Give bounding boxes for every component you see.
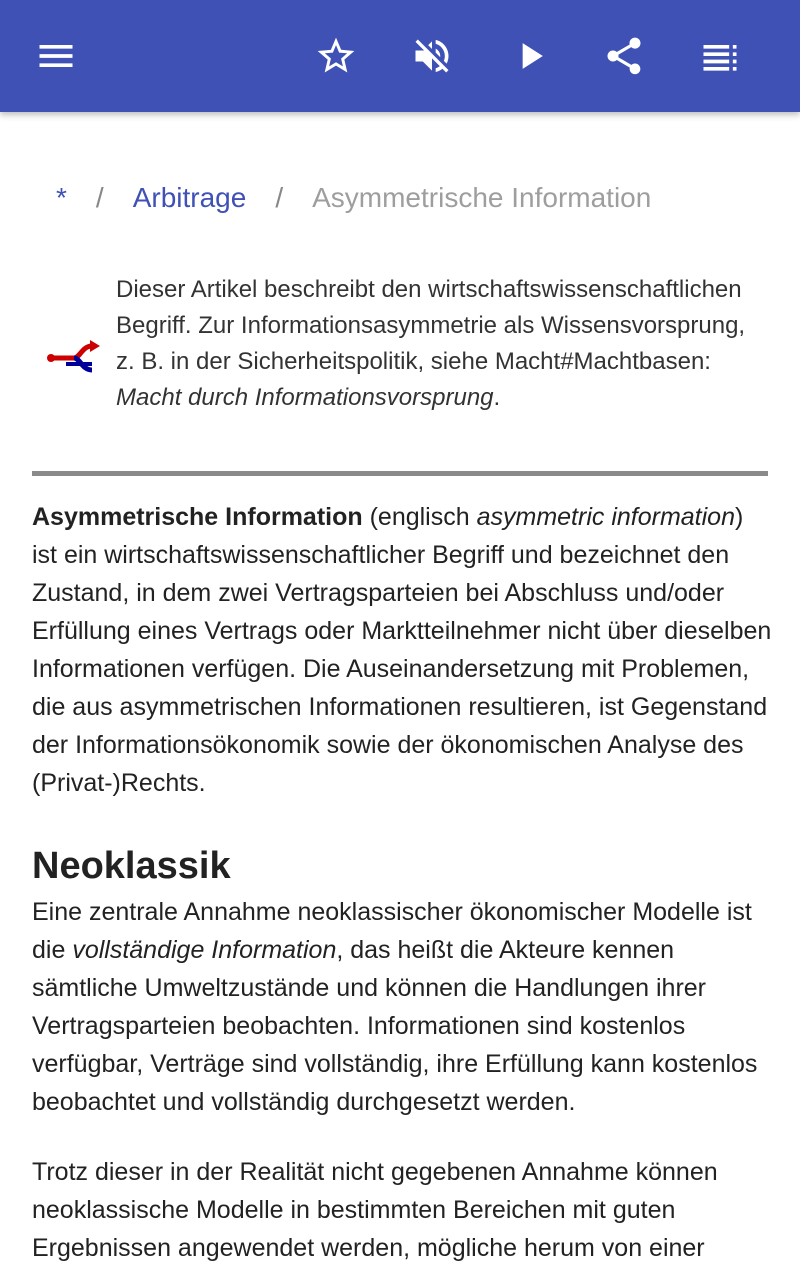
- article-body: [32, 498, 772, 1267]
- english-term: asymmetric information: [476, 503, 735, 531]
- article-term: Asymmetrische Information: [32, 503, 363, 531]
- bookmark-button[interactable]: [308, 28, 364, 84]
- menu-icon: [34, 34, 78, 78]
- paragraph-italic: vollständige Information: [72, 936, 337, 964]
- breadcrumb: [56, 176, 651, 220]
- disambiguation-hatnote: [32, 272, 768, 476]
- paragraph-text: , das heißt die Akteure kennen sämtliche Umweltzustände und können die Handlungen ihrer Vertragsparteien beobachten. Informationen sind kostenlos verfügbar, Verträge sind vollständig, ihre Erfüllung kann kostenlos beobachtet und vollständig durchgesetzt werden.: [32, 936, 758, 1116]
- share-button[interactable]: [596, 28, 652, 84]
- disambiguation-icon: [46, 338, 102, 378]
- breadcrumb-home-link[interactable]: *: [56, 182, 67, 213]
- volume-off-icon: [410, 34, 454, 78]
- star-outline-icon: [314, 34, 358, 78]
- intro-open: (englisch: [362, 503, 477, 531]
- section-heading-neoklassik: Neoklassik: [32, 845, 231, 887]
- paragraph-text: Eine zentrale Annahme neoklassischer ökonomischer Modelle ist die: [32, 898, 752, 964]
- section-paragraph-1: [32, 893, 772, 1121]
- menu-button[interactable]: [28, 28, 84, 84]
- breadcrumb-parent-link[interactable]: Arbitrage: [132, 182, 247, 213]
- share-icon: [602, 34, 646, 78]
- breadcrumb-separator: /: [95, 182, 104, 213]
- breadcrumb-separator: /: [275, 182, 284, 213]
- app-toolbar: [0, 0, 800, 112]
- hatnote-main-text: Dieser Artikel beschreibt den wirtschaftswissenschaftlichen Begriff. Zur Informationsasymmetrie als Wissensvorsprung, z. B. in der Sicherheitspolitik, siehe Macht#Machtbasen:: [116, 276, 746, 375]
- play-icon: [508, 34, 552, 78]
- mute-button[interactable]: [404, 28, 460, 84]
- play-button[interactable]: [502, 28, 558, 84]
- hatnote-end: .: [493, 384, 501, 411]
- breadcrumb-current: Asymmetrische Information: [312, 182, 652, 213]
- hatnote-link[interactable]: Macht durch Informationsvorsprung: [116, 384, 494, 411]
- section-paragraph-2: Trotz dieser in der Realität nicht gegebenen Annahme können neoklassische Modelle in bestimmten Bereichen mit guten Ergebnissen angewendet werden, mögliche herum von einer: [32, 1158, 718, 1262]
- contents-button[interactable]: [692, 28, 748, 84]
- intro-paragraph: [32, 498, 772, 802]
- playlist-icon: [698, 34, 742, 78]
- hatnote-text: [116, 272, 756, 416]
- intro-rest: ) ist ein wirtschaftswissenschaftlicher Begriff und bezeichnet den Zustand, in dem zwei Vertragsparteien bei Abschluss und/oder Erfüllung eines Vertrags oder Marktteilnehmer nicht über dieselben Informationen verfügen. Die Auseinandersetzung mit Problemen, die aus asymmetrischen Informationen resultieren, ist Gegenstand der Informationsökonomik sowie der ökonomischen Analyse des (Privat-)Rechts.: [32, 503, 772, 797]
